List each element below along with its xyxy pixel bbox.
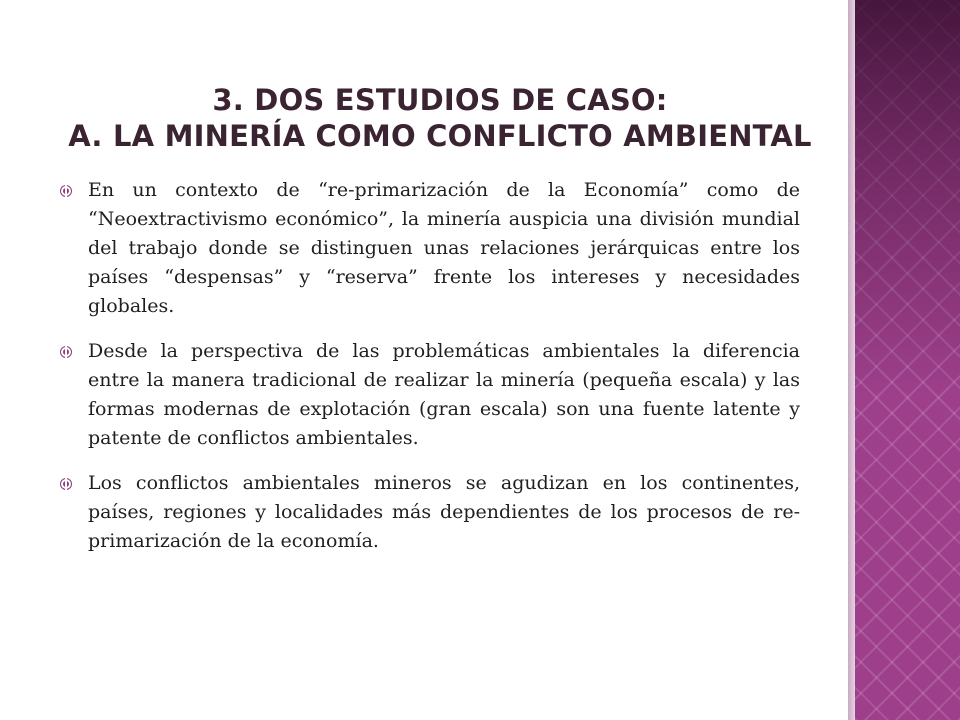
bullet-list: [60, 176, 800, 572]
side-band-divider: [848, 0, 855, 720]
slide-title-line-1: 3. DOS ESTUDIOS DE CASO:: [212, 83, 668, 117]
decorative-side-band: [855, 0, 960, 720]
circled-dot-icon: [60, 185, 72, 197]
circled-dot-icon: [60, 478, 72, 490]
bullet-text: Desde la perspectiva de las problemáticas ambientales la diferencia entre la manera tradicional de realizar la minería (pequeña escala) y las formas modernas de explotación (gran escala) son una fuente latente y patente de conflictos ambientales.: [88, 340, 800, 449]
bullet-text: En un contexto de “re-primarización de la Economía” como de “Neoextractivismo económico”, la minería auspicia una división mundial del trabajo donde se distinguen unas relaciones jerárquicas entre los países “despensas” y “reserva” frente los intereses y necesidades globales.: [88, 179, 800, 317]
bullet-item: [60, 176, 800, 321]
circled-dot-icon: [60, 346, 72, 358]
bullet-item: [60, 337, 800, 453]
slide-title-line-2: A. LA MINERÍA COMO CONFLICTO AMBIENTAL: [68, 119, 812, 153]
bullet-item: [60, 469, 800, 556]
slide-title: [40, 82, 840, 154]
bullet-text: Los conflictos ambientales mineros se agudizan en los continentes, países, regiones y localidades más dependientes de los procesos de re- primarización de la economía.: [88, 472, 800, 552]
